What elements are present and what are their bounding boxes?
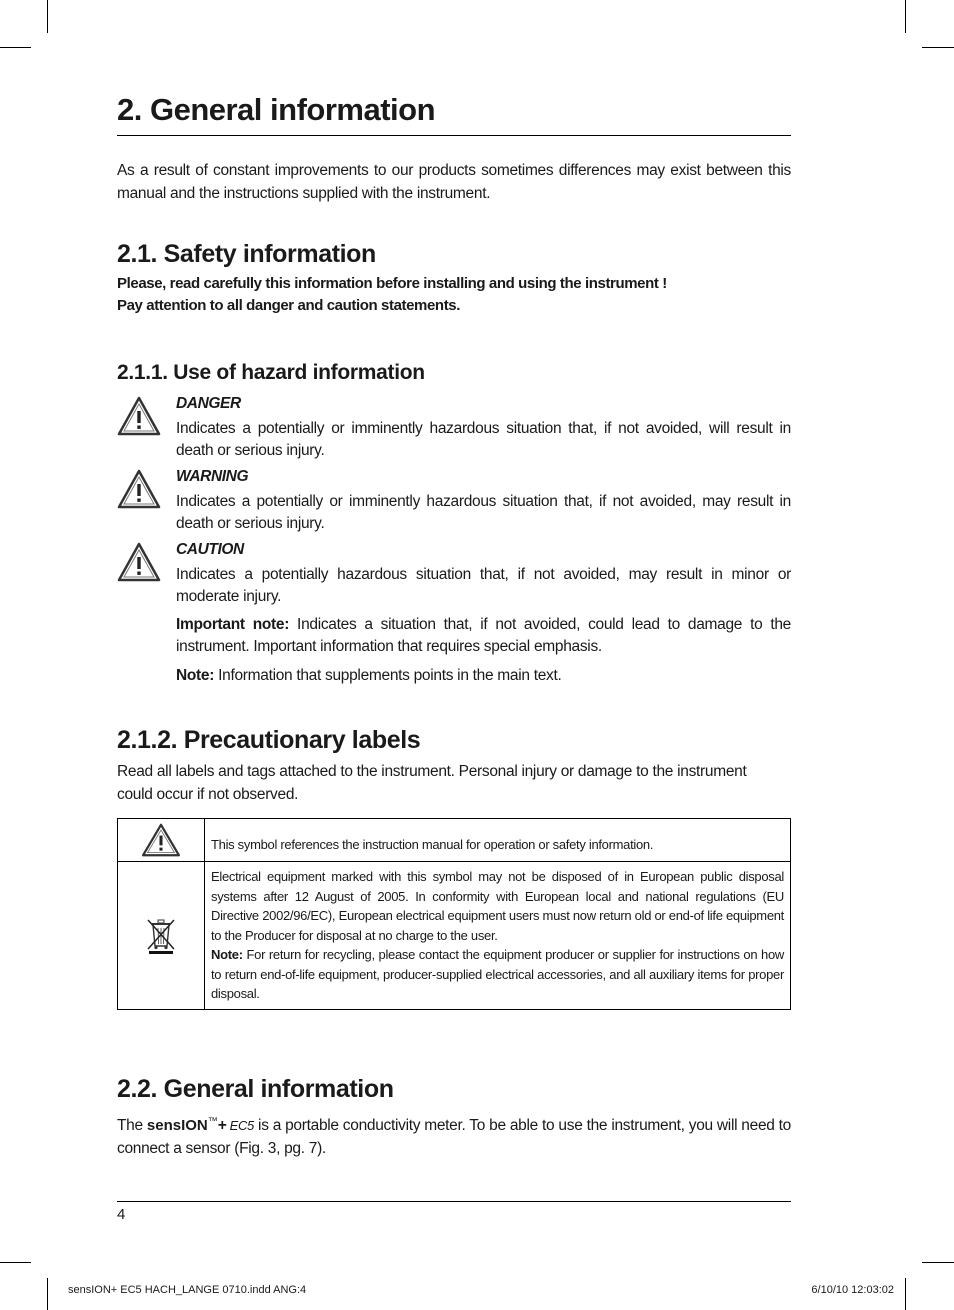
note-text: Information that supplements points in the main text. [214,667,562,684]
page-number: 4 [117,1206,126,1223]
danger-text: Indicates a potentially or imminently hazardous situation that, if not avoided, will result in death or serious injury. [176,420,791,459]
table-text-cell [205,862,791,1010]
warning-triangle-icon [117,396,161,436]
general-text: is a portable conductivity meter. To be able to use the instrument, you will need to connect a sensor (Fig. 3, pg. 7). [117,1117,791,1158]
caution-text: Indicates a potentially hazardous situation that, if not avoided, may result in minor or moderate injury. [176,566,791,605]
table-row [118,862,791,1010]
warning-text: Indicates a potentially or imminently hazardous situation that, if not avoided, may result in death or serious injury. [176,493,791,532]
general-paragraph [117,1110,791,1160]
general-heading: 2.2. General information [117,1075,394,1103]
slug-left: sensION+ EC5 HACH_LANGE 0710.indd ANG:4 [68,1284,307,1296]
note-label: Note: [176,667,215,684]
crop-mark [922,47,954,48]
warning-label: WARNING [176,468,249,485]
warning-triangle-icon [117,469,161,509]
important-note-text: Indicates a situation that, if not avoided, could lead to damage to the instrument. Important information that requires special emphasis. [176,616,792,655]
footer-rule [117,1201,791,1202]
model-name: EC5 [226,1118,254,1134]
weee-note-text: For return for recycling, please contact the equipment producer or supplier for instructions on how to return end-of-life equipment, producer-supplied electrical accessories, and all auxiliary items for proper disposal. [211,947,784,1001]
intro-paragraph: As a result of constant improvements to our products sometimes differences may exist between this manual and the instructions supplied with the instrument. [117,162,791,202]
weee-text: Electrical equipment marked with this symbol may not be disposed of in European public disposal systems after 12 August of 2005. In conformity with European local and national regulations (EU Directive 2002/96/EC), European electrical equipment users must now return old or end-of life equipment to the Producer for disposal at no charge to the user. [211,869,784,943]
crop-mark [47,1278,48,1310]
safety-line-2: Pay attention to all danger and caution statements. [117,297,460,314]
title-rule [117,135,791,136]
trademark: ™ [207,1116,218,1127]
crop-mark [0,47,31,48]
important-note [176,614,791,658]
brand-plus: + [217,1117,227,1135]
table-text-cell: This symbol references the instruction manual for operation or safety information. [205,819,791,862]
table-icon-cell [118,819,205,862]
crop-mark [0,1262,31,1263]
table-icon-cell [118,862,205,1010]
caution-label: CAUTION [176,541,244,558]
note [176,665,791,687]
safety-heading: 2.1. Safety information [117,240,376,268]
slug-right: 6/10/10 12:03:02 [811,1284,894,1296]
crop-mark [47,0,48,33]
danger-label: DANGER [176,395,241,412]
precaution-heading: 2.1.2. Precautionary labels [117,726,421,754]
table-row [118,819,791,862]
weee-note-label: Note: [211,947,243,962]
important-note-label: Important note: [176,616,290,633]
crop-mark [905,1278,906,1310]
general-pre: The [117,1117,147,1135]
hazard-heading: 2.1.1. Use of hazard information [117,361,425,384]
brand-name: sensION [146,1117,208,1135]
crop-mark [922,1262,954,1263]
crop-mark [905,0,906,33]
warning-triangle-icon [117,542,161,582]
precaution-table [117,818,791,1010]
page-title: 2. General information [117,92,436,127]
safety-line-1: Please, read carefully this information before installing and using the instrument ! [117,275,667,292]
precaution-paragraph: Read all labels and tags attached to the instrument. Personal injury or damage to the instrument could occur if not observed. [117,763,747,803]
warning-triangle-icon [141,823,181,857]
crossed-bin-icon [141,915,181,955]
